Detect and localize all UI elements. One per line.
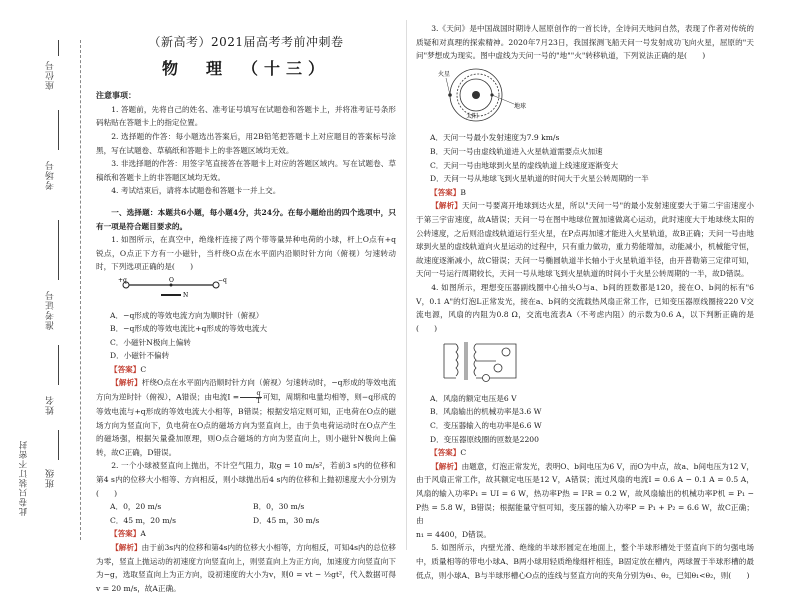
q4-option-d: D．变压器原线圈的匝数是2200	[430, 434, 539, 444]
class-rule	[58, 430, 59, 460]
section-heading: 一、选择题：本题共6小题，每小题4分，共24分。在每小题给出的四个选项中，只有一项是符合题目要求的。	[96, 207, 396, 231]
q3-option-a: A．天问一号最小发射速度为7.9 km/s	[430, 133, 560, 143]
q4-stem: 4. 如图所示，理想变压器副线圈中心抽头O与a、b间的匝数都是120，接在O、b间的标有"6 V，0.1 A"的灯泡L正常发光，接在a、b间的交流载热风扇正常工作，已知变压器原线圈接220 V交流电源，风扇的内阻为0.8 Ω，交流电流表A（不考虑内阻）的示数为0.6 A，以下判断正确的是( )	[416, 282, 754, 333]
q3-option-c: C．天问一号由地球到火星的虚线轨道上线速度逐渐变大	[430, 160, 619, 170]
class-label: 班级	[46, 468, 56, 488]
q3-analysis-tag: 【解析】	[431, 201, 462, 211]
q4-option-b: B．风扇输出的机械功率是3.6 W	[430, 407, 542, 417]
q2-analysis-text: 由于前3s内的位移和第4s内的位移大小相等，方向相反，可知4s内的总位移为零，竖直上抛运动的初速度方向竖直向上，则竖直向上为正方向，加速度方向竖直向下为−g，选取竖直向上为正方向，设初速度的大小为v，则0 = vt − ½gt²，代入数据可得v = 20 m/s，故A正确。	[96, 543, 397, 593]
q4-transformer-diagram	[436, 338, 526, 384]
q3-mars-label: 火星	[438, 70, 451, 78]
q3-stem: 3.《天问》是中国战国时期诗人屈原创作的一首长诗，全诗问天地问自然，表现了作者对传统的质疑和对真理的探索精神。2020年7月23日，我国探测飞船天问一号发射成功飞向火星，屈原的"天问"梦想成为现实。图中虚线为天问一号的"地""火"转移轨道，下列说法正确的是( )	[416, 24, 754, 61]
q1-frac-numerator: q	[240, 390, 262, 398]
binding-margin	[0, 0, 88, 566]
q1-plus-label: +q	[118, 276, 127, 284]
q5-stem: 5. 如图所示，内壁光滑、绝缘的半球形圆定在地面上，整个半球形槽处于竖直向下的匀强电场中，质量相等的带电小球A、B两小球用轻质绝缘细杆相连，B固定放在槽内，两球置于半球形槽的最低点，则小球A、B与半球形槽心O点的连线与竖直方向的夹角分别为θ₁、θ₂，已知θ₁<θ₂，则( )	[416, 543, 754, 580]
admission-label: 准考证号	[46, 290, 56, 330]
q1-option-c: C．小磁针N极向上偏转	[110, 337, 191, 347]
column-separator	[406, 20, 407, 550]
q3-earth-label: 地球	[514, 102, 527, 110]
q2-option-a: A．0，20 m/s	[110, 502, 162, 512]
q3-answer-tag: 【答案】	[430, 187, 461, 197]
q2-answer	[96, 527, 396, 541]
q4-analysis-text: 由题意，灯泡正常发光，表明O、b间电压为6 V，而O为中点，故a、b间电压为12 V，由于风扇正常工作，故其额定电压是12 V，A错误；流过风扇的电流I = 0.6 A − 0.1 A = 0.5 A，风扇的输入功率P₁ = UI = 6 W，热功率P热 = I²R = 0.2 W，故风扇输出的机械功率P机 = P₁ − P热 = 5.8 W，B错误；根据能量守恒可知，变压器的输入功率P = P₁ + P₂ = 6.6 W，故C正确；由	[416, 461, 754, 526]
seat-label: 座位号	[46, 60, 56, 90]
q2-options-row-1	[96, 500, 396, 514]
q1-analysis-text-2: 可知，周期和电量均相等，则−q形成的等效电流与+q形成的等效电流大小相等，B错误；根据安培定则可知，正电荷在O点的磁场方向为竖直向下，负电荷在O点的磁场方向为竖直向上，由于负电荷运动时在O点产生的磁场强，根据矢量叠加原理，则O点合磁场的方向为竖直向上，则小磁针N极向上偏转，故C正确，D错误。	[96, 392, 396, 457]
notice-item-4: 4. 考试结束后，请将本试题卷和答题卡一并上交。	[111, 186, 281, 196]
q1-analysis-tag: 【解析】	[111, 378, 142, 388]
q1-answer-tag: 【答案】	[110, 364, 141, 374]
q2-option-c: C．45 m，20 m/s	[110, 515, 177, 525]
notice-item-1: 1. 答题前，先将自己的姓名、准考证号填写在试题卷和答题卡上，并将准考证号条形码粘贴在答题卡上的指定位置。	[96, 104, 396, 128]
q4-answer-value: C	[460, 448, 467, 458]
q1-o-label: O	[169, 276, 174, 284]
q1-n-label: N	[183, 291, 189, 299]
binding-line	[80, 40, 81, 540]
q4-analysis	[416, 460, 754, 528]
notice-item-2: 2. 选择题的作答：每小题选出答案后，用2B铅笔把答题卡上对应题目的答案标号涂黑，写在试题卷、草稿纸和答题卡上的非答题区域均无效。	[96, 131, 396, 155]
q1-answer-value: C	[140, 364, 147, 374]
q3-sun-label: 太阳	[466, 112, 479, 120]
q1-fraction	[240, 390, 262, 405]
exam-title: （新高考）2021届高考考前冲刺卷	[148, 35, 344, 49]
q2-answer-tag: 【答案】	[110, 529, 141, 539]
left-column	[96, 0, 397, 593]
q1-answer	[96, 363, 396, 377]
subject-title: 物 理 （十三）	[161, 58, 330, 78]
seal-note: 此卷只装订不密封	[19, 440, 29, 516]
q1-stem: 1. 如图所示，在真空中，绝缘杆连接了两个带等量异种电荷的小球，杆上O点有+q锐点，O点正下方有一小磁针，当杆绕O点在水平面内沿顺时针方向（俯视）匀速转动时，下列选项正确的是( )	[96, 235, 396, 272]
right-column	[416, 22, 754, 588]
q3-answer-value: B	[460, 187, 466, 197]
q4-figure	[436, 338, 754, 389]
q1-frac-denominator: T	[256, 397, 261, 406]
q1-option-a: A．−q形成的等效电流方向为顺时针（俯视）	[110, 310, 264, 320]
q4-analysis-tag: 【解析】	[431, 461, 462, 471]
name-rule	[58, 345, 59, 385]
seat-rule	[58, 40, 59, 56]
q2-option-d: D．45 m，30 m/s	[253, 515, 320, 525]
q2-answer-value: A	[140, 529, 146, 539]
q1-analysis	[96, 376, 396, 459]
q3-analysis-text: 天问一号要离开地球到达火星，所以"天问一号"的最小发射速度要大于第二宇宙速度小于第三宇宙速度，故A错误；天问一号在图中地球位置加速做离心运动，此时速度大于地球绕太阳的公转速度，之后则沿虚线轨道运行至火星，在P点再加速才能进入火星轨道，故B正确；天问一号由地球到火星的虚线轨道向火星运动的过程中，只有重力做功，重力势能增加，动能减小，机械能守恒，故速度逐渐减小，故C错误；天问一号椭圆轨道半长轴小于火星轨道半径，由开普勒第三定律可知，天问一号运行周期较长，天问一号从地球飞到火星轨道的时间小于火星公转周期的一半，故D错误。	[416, 201, 755, 279]
q3-answer	[416, 186, 754, 200]
name-label: 姓名	[46, 395, 56, 415]
q2-analysis-tag: 【解析】	[111, 543, 142, 552]
notice-heading: 注意事项：	[96, 90, 136, 101]
exam-no-rule	[58, 110, 59, 150]
q4-answer	[416, 446, 754, 460]
q3-option-b: B．天问一号由虚线轨道进入火星轨道需要点火加速	[430, 146, 603, 156]
q2-options-row-2	[96, 514, 396, 528]
q4-n1-result: n₁ = 4400，D错误。	[416, 529, 491, 539]
q2-stem: 2. 一个小球被竖直向上抛出，不计空气阻力，取g = 10 m/s²，若前3 s内的位移和第4 s内的位移大小相等、方向相反，则小球抛出后4 s内的位移和上抛初速度大小分别为( )	[96, 461, 396, 498]
q1-analysis-text-1: 杆绕O点在水平面内沿顺时针方向（俯视）匀速转动时，−q形成的等效电流方向为逆时针（俯视），A错误；由电流I =	[96, 378, 397, 402]
q1-option-d: D．小磁针不偏转	[110, 351, 170, 361]
q3-figure	[436, 66, 754, 129]
q1-option-b: B．−q形成的等效电流比+q形成的等效电流大	[110, 324, 268, 334]
q4-answer-tag: 【答案】	[430, 448, 461, 458]
q3-option-d: D．天问一号从地球飞到火星轨道的时间大于火星公转周期的一半	[430, 174, 649, 184]
notice-item-3: 3. 非选择题的作答：用签字笔直接答在答题卡上对应的答题区域内。写在试题卷、草稿纸和答题卡上的非答题区域均无效。	[96, 159, 396, 182]
q4-option-c: C．变压器输入的电功率是6.6 W	[430, 421, 542, 431]
q2-analysis	[96, 541, 396, 595]
q1-rod-diagram	[116, 277, 246, 301]
admission-rule	[58, 220, 59, 280]
q3-analysis	[416, 199, 754, 281]
q2-option-b: B．0，30 m/s	[253, 502, 305, 512]
q1-minus-label: −q	[218, 276, 227, 284]
q4-option-a: A．风扇的额定电压是6 V	[430, 393, 517, 403]
q3-orbit-diagram	[436, 66, 556, 124]
q1-figure	[116, 277, 396, 306]
exam-no-label: 考场号	[46, 160, 56, 190]
